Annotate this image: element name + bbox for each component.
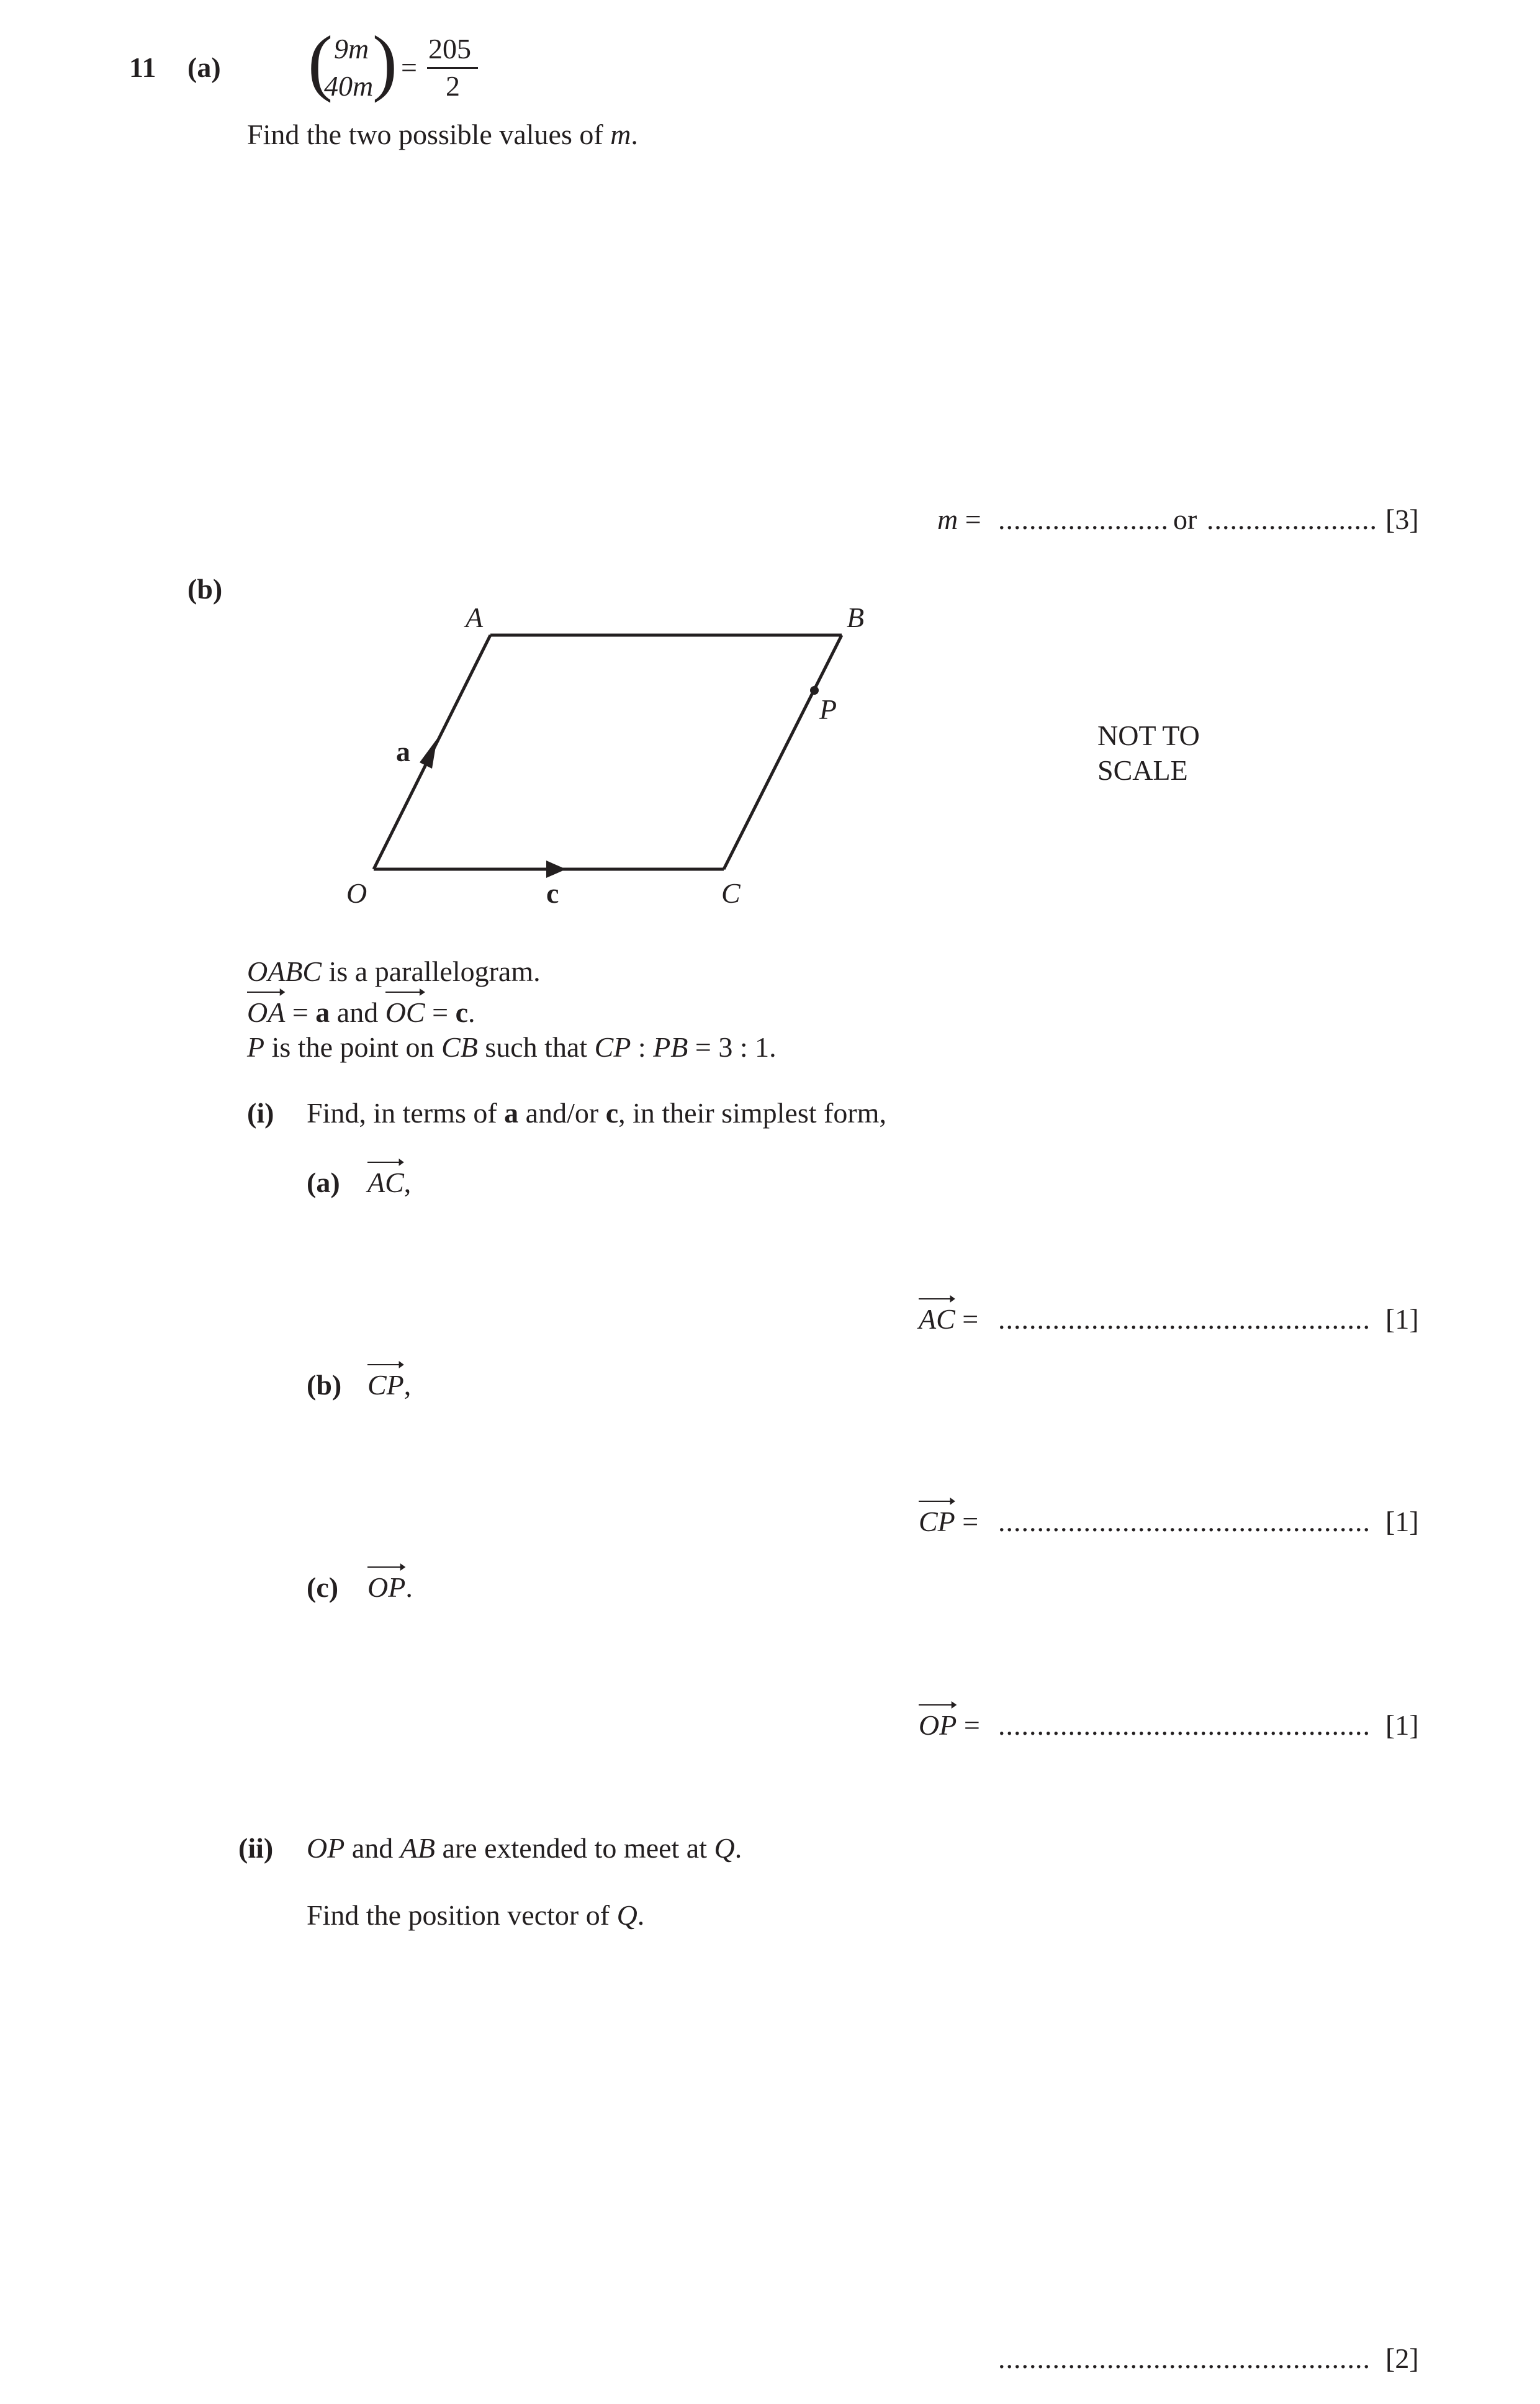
arrow-a	[420, 739, 437, 769]
sub-c-marks: [1]	[1385, 1709, 1419, 1741]
binomial-left-paren: (	[308, 20, 333, 103]
arrow-c	[546, 861, 566, 878]
fraction-numerator: 205	[428, 33, 471, 65]
not-to-scale-line1: NOT TO	[1097, 720, 1200, 751]
part-ii-label: (ii)	[238, 1832, 274, 1864]
binomial-bottom: 40m	[324, 70, 374, 102]
sub-a-vector: AC,	[367, 1166, 411, 1199]
part-i-instruction: Find, in terms of a and/or c, in their simplest form,	[307, 1097, 886, 1129]
part-i-label: (i)	[247, 1097, 274, 1129]
part-a-label: (a)	[187, 52, 221, 83]
fraction-denominator: 2	[446, 70, 460, 102]
label-A: A	[466, 602, 484, 633]
equals-sign: =	[401, 52, 417, 83]
part-a-answer-field-1[interactable]: ......................	[998, 504, 1169, 535]
label-P: P	[819, 694, 837, 725]
label-O: O	[346, 877, 367, 909]
part-ii-marks: [2]	[1385, 2343, 1419, 2374]
label-vector-c: c	[546, 877, 559, 909]
statement-vectors: OA = a and OC = c.	[247, 996, 475, 1029]
part-a-answer-field-2[interactable]: ......................	[1207, 504, 1377, 535]
question-number: 11	[129, 52, 156, 83]
part-b-label: (b)	[187, 573, 223, 605]
sub-b-marks: [1]	[1385, 1506, 1419, 1537]
statement-parallelogram: OABC is a parallelogram.	[247, 956, 541, 987]
statement-point-P: P is the point on CB such that CP : PB = 3 : 1.	[247, 1031, 777, 1063]
sub-c-label: (c)	[307, 1571, 339, 1603]
binomial-top: 9m	[334, 33, 369, 65]
part-ii-statement: OP and AB are extended to meet at Q.	[307, 1832, 742, 1864]
part-ii-instruction: Find the position vector of Q.	[307, 1899, 645, 1931]
sub-c-vector: OP.	[367, 1571, 413, 1604]
part-a-instruction: Find the two possible values of m.	[247, 119, 638, 150]
sub-a-marks: [1]	[1385, 1303, 1419, 1335]
sub-a-label: (a)	[307, 1167, 340, 1198]
sub-a-answer-field[interactable]: ................................................	[998, 1303, 1371, 1335]
sub-c-answer-label: OP =	[919, 1709, 980, 1742]
label-C: C	[721, 877, 741, 909]
side-BC	[724, 635, 842, 869]
part-a-answer-line: m =	[937, 504, 981, 535]
sub-a-answer-label: AC =	[919, 1303, 978, 1335]
part-a-or: or	[1173, 504, 1197, 535]
part-ii-answer-field[interactable]: ................................................	[998, 2343, 1371, 2374]
binomial-right-paren: )	[372, 20, 397, 103]
label-B: B	[847, 602, 865, 633]
sub-c-answer-field[interactable]: ................................................	[998, 1709, 1371, 1741]
part-a-marks: [3]	[1385, 504, 1419, 535]
label-vector-a: a	[396, 736, 410, 767]
point-P	[810, 686, 819, 695]
not-to-scale-line2: SCALE	[1097, 754, 1188, 786]
sub-b-label: (b)	[307, 1369, 342, 1401]
sub-b-vector: CP,	[367, 1368, 411, 1401]
sub-b-answer-field[interactable]: ................................................	[998, 1506, 1371, 1537]
parallelogram-diagram	[0, 0, 1540, 993]
sub-b-answer-label: CP =	[919, 1505, 978, 1538]
